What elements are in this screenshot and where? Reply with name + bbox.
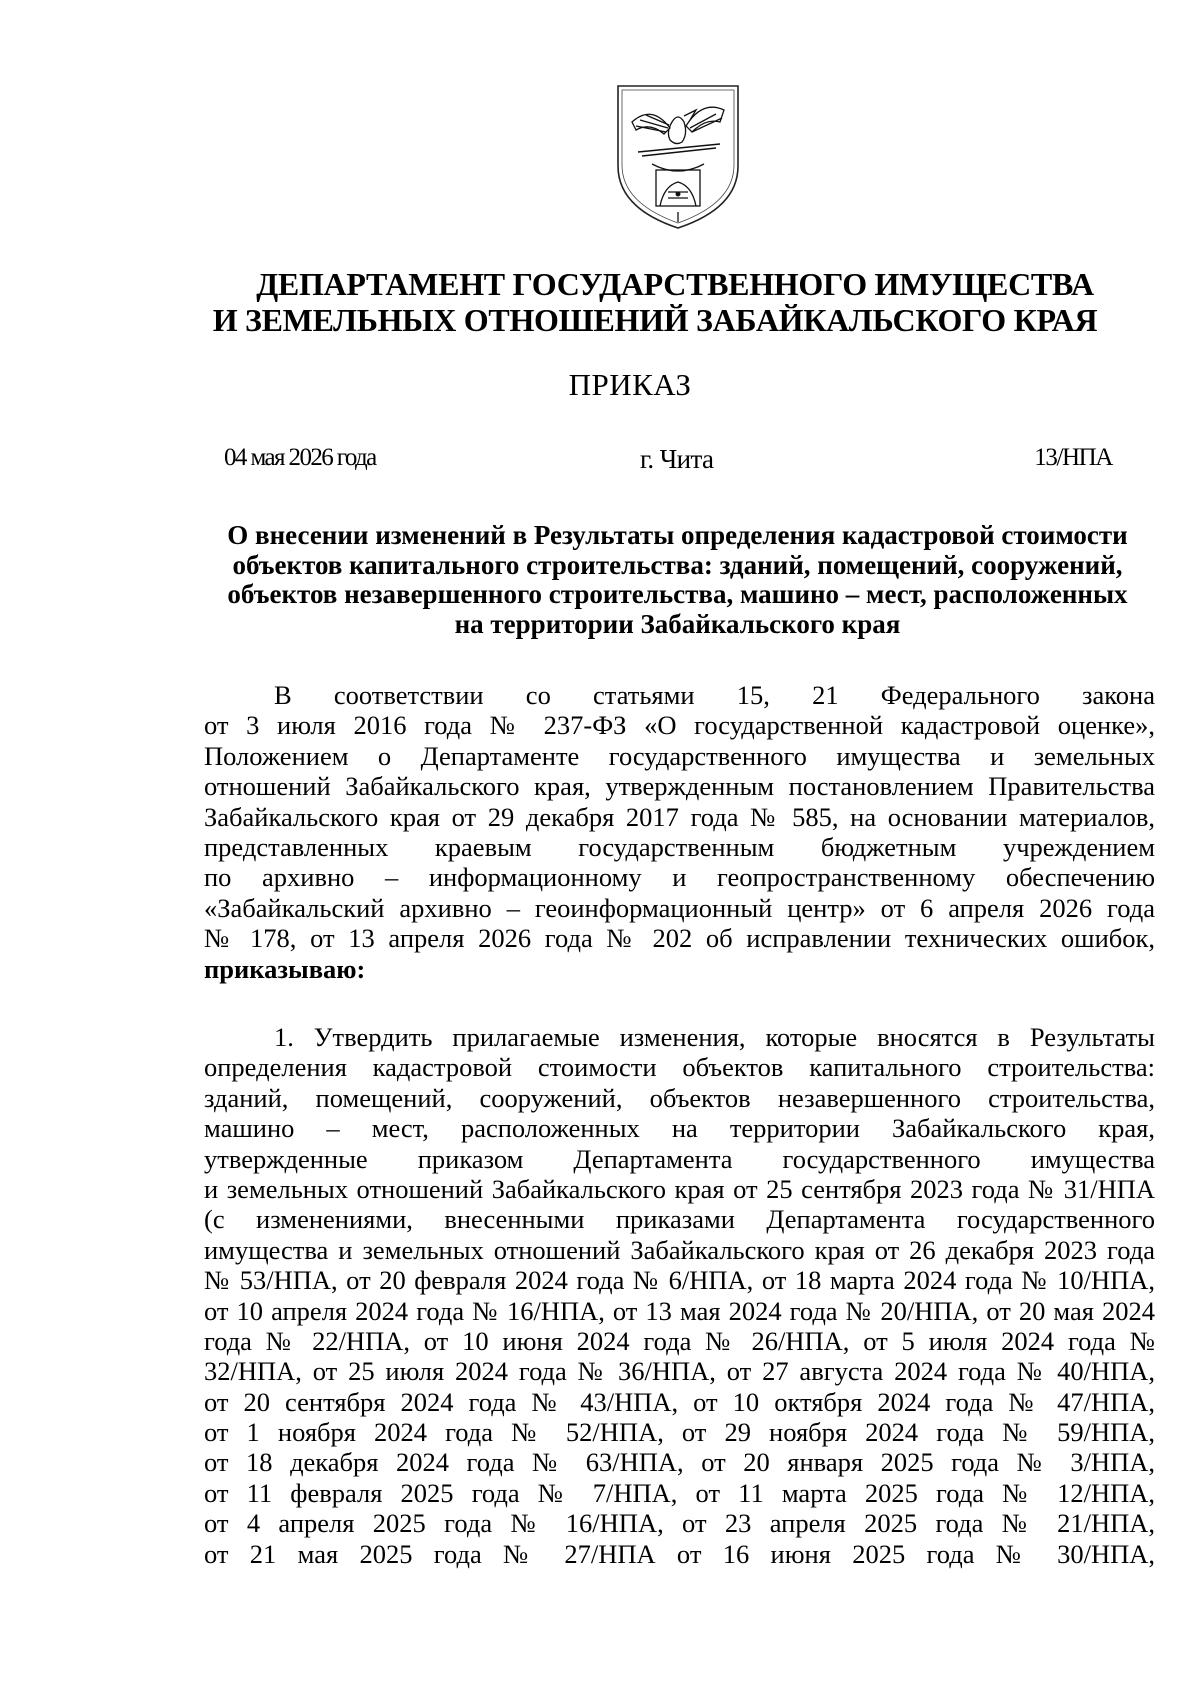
coat-of-arms-emblem <box>612 82 744 232</box>
text-line: от 10 апреля 2024 года № 16/НПА, от 13 мая 2024 года № 20/НПА, от 20 мая 2024 <box>204 1295 1155 1326</box>
text-line: зданий, помещений, сооружений, объектов незавершенного строительства, <box>204 1082 1155 1113</box>
text-line: машино – мест, расположенных на территории Забайкальского края, <box>204 1113 1155 1144</box>
department-name-line1: ДЕПАРТАМЕНТ ГОСУДАРСТВЕННОГО ИМУЩЕСТВА <box>256 266 1094 302</box>
department-name-line2: И ЗЕМЕЛЬНЫХ ОТНОШЕНИЙ ЗАБАЙКАЛЬСКОГО КРАЯ <box>212 302 1098 338</box>
text-line: года № 22/НПА, от 10 июня 2024 года № 26/НПА, от 5 июля 2024 года № <box>204 1325 1155 1356</box>
text-line: Забайкальского края от 29 декабря 2017 года № 585, на основании материалов, <box>204 801 1155 832</box>
text-line: № 53/НПА, от 20 февраля 2024 года № 6/НПА, от 18 марта 2024 года № 10/НПА, <box>204 1265 1155 1296</box>
document-type: ПРИКАЗ <box>568 367 692 402</box>
order-title <box>200 521 1155 639</box>
text-line: определения кадастровой стоимости объектов капитального строительства: <box>204 1052 1155 1083</box>
title-line: О внесении изменений в Результаты определения кадастровой стоимости <box>227 520 1128 550</box>
order-number: 13/НПА <box>1034 444 1112 471</box>
text-line: (с изменениями, внесенными приказами Департамента государственного <box>204 1204 1155 1235</box>
text-line: от 1 ноября 2024 года № 52/НПА, от 29 ноября 2024 года № 59/НПА, <box>204 1417 1155 1448</box>
order-date: 04 мая 2026 года <box>224 444 376 471</box>
text-line: утвержденные приказом Департамента государственного имущества <box>204 1143 1155 1174</box>
text-line: имущества и земельных отношений Забайкальского края от 26 декабря 2023 года <box>204 1234 1155 1265</box>
text-line: № 178, от 13 апреля 2026 года № 202 об исправлении технических ошибок, <box>204 923 1155 954</box>
text-line: от 20 сентября 2024 года № 43/НПА, от 10 октября 2024 года № 47/НПА, <box>204 1386 1155 1417</box>
title-line: объектов капитального строительства: зданий, помещений, сооружений, <box>232 549 1123 580</box>
text-line: от 21 мая 2025 года № 27/НПА от 16 июня 2025 года № 30/НПА, <box>204 1538 1155 1569</box>
order-directive: приказываю: <box>204 953 366 984</box>
text-line: по архивно – информационному и геопространственному обеспечению <box>204 862 1155 893</box>
text-line: 32/НПА, от 25 июля 2024 года № 36/НПА, от 27 августа 2024 года № 40/НПА, <box>204 1356 1155 1387</box>
text-line: отношений Забайкальского края, утвержденным постановлением Правительства <box>204 771 1155 802</box>
item-1-paragraph <box>204 1022 1155 1569</box>
text-line: от 18 декабря 2024 года № 63/НПА, от 20 января 2025 года № 3/НПА, <box>204 1447 1155 1478</box>
text-line: В соответствии со статьями 15, 21 Федерального закона <box>274 680 1155 710</box>
text-line: от 4 апреля 2025 года № 16/НПА, от 23 апреля 2025 года № 21/НПА, <box>204 1508 1155 1539</box>
text-line: представленных краевым государственным бюджетным учреждением <box>204 831 1155 862</box>
title-line: на территории Забайкальского края <box>454 608 901 639</box>
text-line: 1. Утвердить прилагаемые изменения, которые вносятся в Результаты <box>274 1022 1155 1052</box>
text-line: Положением о Департаменте государственного имущества и земельных <box>204 740 1155 771</box>
order-city: г. Чита <box>640 444 714 474</box>
text-line: от 3 июля 2016 года № 237-ФЗ «О государственной кадастровой оценке», <box>204 710 1155 741</box>
text-line: от 11 февраля 2025 года № 7/НПА, от 11 марта 2025 года № 12/НПА, <box>204 1477 1155 1508</box>
preamble-paragraph <box>204 680 1155 984</box>
text-line: «Забайкальский архивно – геоинформационный центр» от 6 апреля 2026 года <box>204 892 1155 923</box>
text-line: и земельных отношений Забайкальского края от 25 сентября 2023 года № 31/НПА <box>204 1173 1155 1204</box>
title-line: объектов незавершенного строительства, машино – мест, расположенных <box>227 579 1128 609</box>
